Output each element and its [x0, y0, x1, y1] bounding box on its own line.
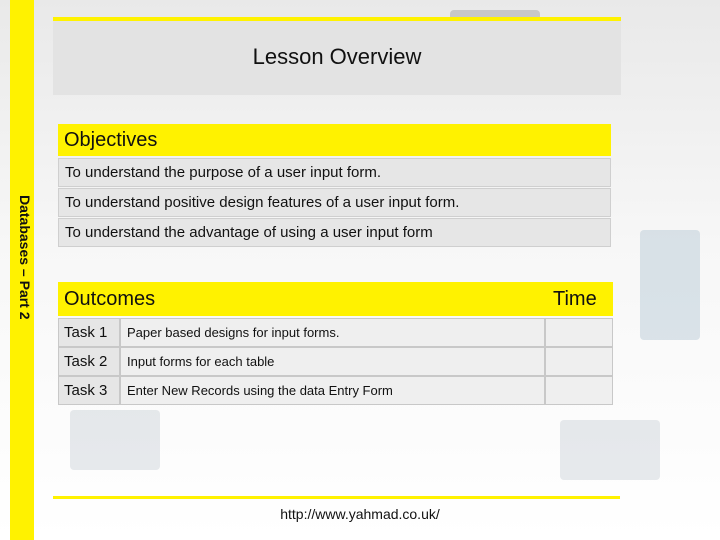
objective-text: To understand the purpose of a user input form.: [65, 164, 382, 181]
objective-item: [58, 188, 611, 217]
side-label: Databases – Part 2: [17, 195, 33, 320]
objective-item: [58, 218, 611, 247]
task-time-cell: [545, 376, 613, 405]
task-time-cell: [545, 347, 613, 376]
task-description: Enter New Records using the data Entry Form: [127, 383, 393, 398]
task-description-cell: [120, 347, 545, 376]
background-computer-graphic: [70, 410, 160, 470]
task-description-cell: [120, 318, 545, 347]
outcomes-header: [58, 282, 545, 316]
objectives-header: [58, 124, 611, 156]
objective-text: To understand positive design features of a user input form.: [65, 194, 460, 211]
title-panel: [53, 17, 621, 95]
task-description: Input forms for each table: [127, 354, 275, 369]
task-label: Task 1: [64, 324, 108, 341]
time-header-label: Time: [553, 288, 597, 310]
task-label-cell: [58, 347, 120, 376]
outcomes-header-label: Outcomes: [64, 288, 156, 310]
task-label: Task 3: [64, 382, 108, 399]
task-description-cell: [120, 376, 545, 405]
background-computer-graphic: [560, 420, 660, 480]
time-header: [545, 282, 613, 316]
page-title: Lesson Overview: [252, 44, 422, 69]
task-description: Paper based designs for input forms.: [127, 325, 340, 340]
objective-text: To understand the advantage of using a user input form: [65, 224, 433, 241]
background-computer-graphic: [640, 230, 700, 340]
task-label-cell: [58, 318, 120, 347]
task-label: Task 2: [64, 353, 108, 370]
footer-divider: [53, 496, 620, 499]
task-time-cell: [545, 318, 613, 347]
objective-item: [58, 158, 611, 187]
objectives-header-label: Objectives: [64, 129, 158, 151]
footer-url-link[interactable]: http://www.yahmad.co.uk/: [280, 506, 440, 522]
task-label-cell: [58, 376, 120, 405]
